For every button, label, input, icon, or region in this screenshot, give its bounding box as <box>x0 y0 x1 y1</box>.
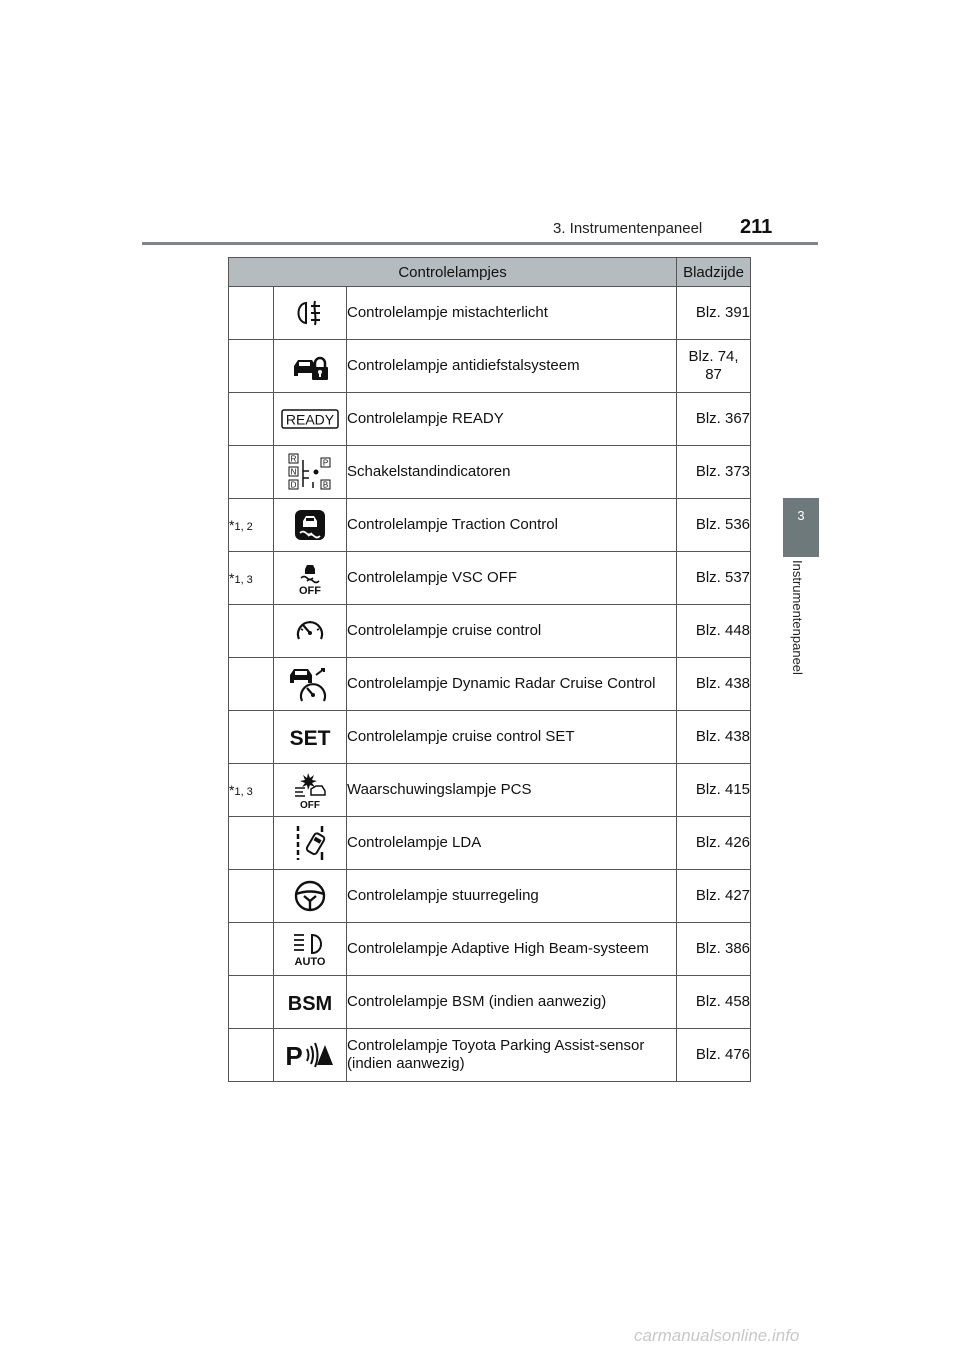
anti-theft-car-lock-icon <box>290 350 330 382</box>
watermark: carmanualsonline.info <box>634 1326 800 1345</box>
svg-text:P: P <box>322 458 329 468</box>
table-row <box>229 658 751 711</box>
steering-wheel-icon <box>293 879 327 913</box>
note-cell <box>229 446 274 499</box>
note-cell <box>229 393 274 446</box>
note-cell: *1, 3 <box>229 552 274 605</box>
svg-text:P: P <box>285 1041 303 1071</box>
table-row <box>229 817 751 870</box>
chapter-label: Instrumentenpaneel <box>790 560 805 675</box>
indicator-name: Controlelampje antidiefstalsysteem <box>347 340 677 393</box>
indicator-name: Controlelampje cruise control SET <box>347 711 677 764</box>
icon-cell <box>274 1029 347 1082</box>
note-cell <box>229 658 274 711</box>
svg-text:BSM: BSM <box>287 993 333 1015</box>
icon-cell <box>274 764 347 817</box>
table-row <box>229 446 751 499</box>
pcs-off-icon <box>291 771 329 809</box>
page-ref[interactable]: Blz. 476 <box>677 1029 751 1082</box>
table-row <box>229 340 751 393</box>
vsc-off-icon <box>293 560 327 596</box>
note-cell: *1, 2 <box>229 499 274 552</box>
page-ref[interactable]: Blz. 536 <box>677 499 751 552</box>
svg-text:OFF: OFF <box>299 585 321 596</box>
page-ref[interactable]: Blz. 458 <box>677 976 751 1029</box>
table-row <box>229 711 751 764</box>
table-row <box>229 605 751 658</box>
cruise-control-icon <box>293 615 327 647</box>
note-cell <box>229 1029 274 1082</box>
indicator-name: Controlelampje mistachterlicht <box>347 287 677 340</box>
svg-text:D: D <box>290 480 297 490</box>
icon-cell <box>274 605 347 658</box>
page-ref[interactable]: Blz. 386 <box>677 923 751 976</box>
svg-text:READY: READY <box>285 411 335 428</box>
header-rule <box>142 242 818 245</box>
lda-icon <box>292 824 328 862</box>
indicator-name: Controlelampje Toyota Parking Assist-sensor (indien aanwezig) <box>347 1029 677 1082</box>
note-cell <box>229 870 274 923</box>
note-cell <box>229 287 274 340</box>
svg-text:B: B <box>322 480 329 490</box>
indicator-name: Controlelampje Adaptive High Beam-systeem <box>347 923 677 976</box>
set-icon <box>288 724 332 750</box>
ready-icon <box>281 408 339 430</box>
icon-cell <box>274 287 347 340</box>
table-header-row <box>229 258 751 287</box>
table-row <box>229 870 751 923</box>
svg-text:SET: SET <box>289 727 331 750</box>
section-title: 3. Instrumentenpaneel <box>553 220 703 237</box>
note-cell <box>229 711 274 764</box>
page-ref[interactable]: Blz. 373 <box>677 446 751 499</box>
note-cell <box>229 817 274 870</box>
table-row <box>229 552 751 605</box>
indicator-name: Controlelampje cruise control <box>347 605 677 658</box>
col-header-page: Bladzijde <box>677 258 751 287</box>
parking-assist-icon <box>285 1039 335 1071</box>
svg-text:AUTO: AUTO <box>294 956 326 967</box>
page-number: 211 <box>740 216 773 238</box>
col-header-name: Controlelampjes <box>229 258 677 287</box>
page-ref[interactable]: Blz. 448 <box>677 605 751 658</box>
page-ref[interactable]: Blz. 438 <box>677 658 751 711</box>
note-cell <box>229 340 274 393</box>
table-row <box>229 976 751 1029</box>
page-ref[interactable]: Blz. 438 <box>677 711 751 764</box>
icon-cell <box>274 552 347 605</box>
icon-cell <box>274 393 347 446</box>
note-cell <box>229 923 274 976</box>
indicator-name: Controlelampje VSC OFF <box>347 552 677 605</box>
indicator-name: Controlelampje Dynamic Radar Cruise Control <box>347 658 677 711</box>
page-ref[interactable]: Blz. 427 <box>677 870 751 923</box>
svg-text:N: N <box>290 467 297 477</box>
shift-position-icon <box>287 452 333 492</box>
icon-cell <box>274 711 347 764</box>
icon-cell <box>274 446 347 499</box>
svg-text:OFF: OFF <box>300 800 320 809</box>
icon-cell <box>274 340 347 393</box>
table-row <box>229 764 751 817</box>
icon-cell <box>274 658 347 711</box>
indicator-name: Controlelampje stuurregeling <box>347 870 677 923</box>
icon-cell <box>274 499 347 552</box>
page-ref[interactable]: Blz. 537 <box>677 552 751 605</box>
bsm-icon <box>285 989 335 1015</box>
page-ref[interactable]: Blz. 426 <box>677 817 751 870</box>
note-cell <box>229 605 274 658</box>
icon-cell <box>274 870 347 923</box>
table-row <box>229 287 751 340</box>
page-ref[interactable]: Blz. 415 <box>677 764 751 817</box>
page-ref[interactable]: Blz. 391 <box>677 287 751 340</box>
indicator-name: Controlelampje READY <box>347 393 677 446</box>
page-ref[interactable]: Blz. 74, 87 <box>677 340 751 393</box>
auto-high-beam-icon <box>290 931 330 967</box>
indicator-name: Schakelstandindicatoren <box>347 446 677 499</box>
radar-cruise-control-icon <box>288 665 332 703</box>
table-row <box>229 923 751 976</box>
table-row <box>229 499 751 552</box>
icon-cell <box>274 923 347 976</box>
note-cell: *1, 3 <box>229 764 274 817</box>
chapter-tab[interactable] <box>783 498 819 557</box>
indicator-name: Controlelampje LDA <box>347 817 677 870</box>
page-ref[interactable]: Blz. 367 <box>677 393 751 446</box>
traction-control-icon <box>294 509 326 541</box>
icon-cell <box>274 817 347 870</box>
table-row <box>229 393 751 446</box>
icon-cell <box>274 976 347 1029</box>
indicator-table <box>228 257 751 1082</box>
svg-text:R: R <box>290 454 297 464</box>
rear-fog-light-icon <box>290 297 330 329</box>
chapter-number: 3 <box>797 508 805 523</box>
indicator-name: Controlelampje Traction Control <box>347 499 677 552</box>
indicator-name: Waarschuwingslampje PCS <box>347 764 677 817</box>
note-cell <box>229 976 274 1029</box>
indicator-name: Controlelampje BSM (indien aanwezig) <box>347 976 677 1029</box>
table-row <box>229 1029 751 1082</box>
